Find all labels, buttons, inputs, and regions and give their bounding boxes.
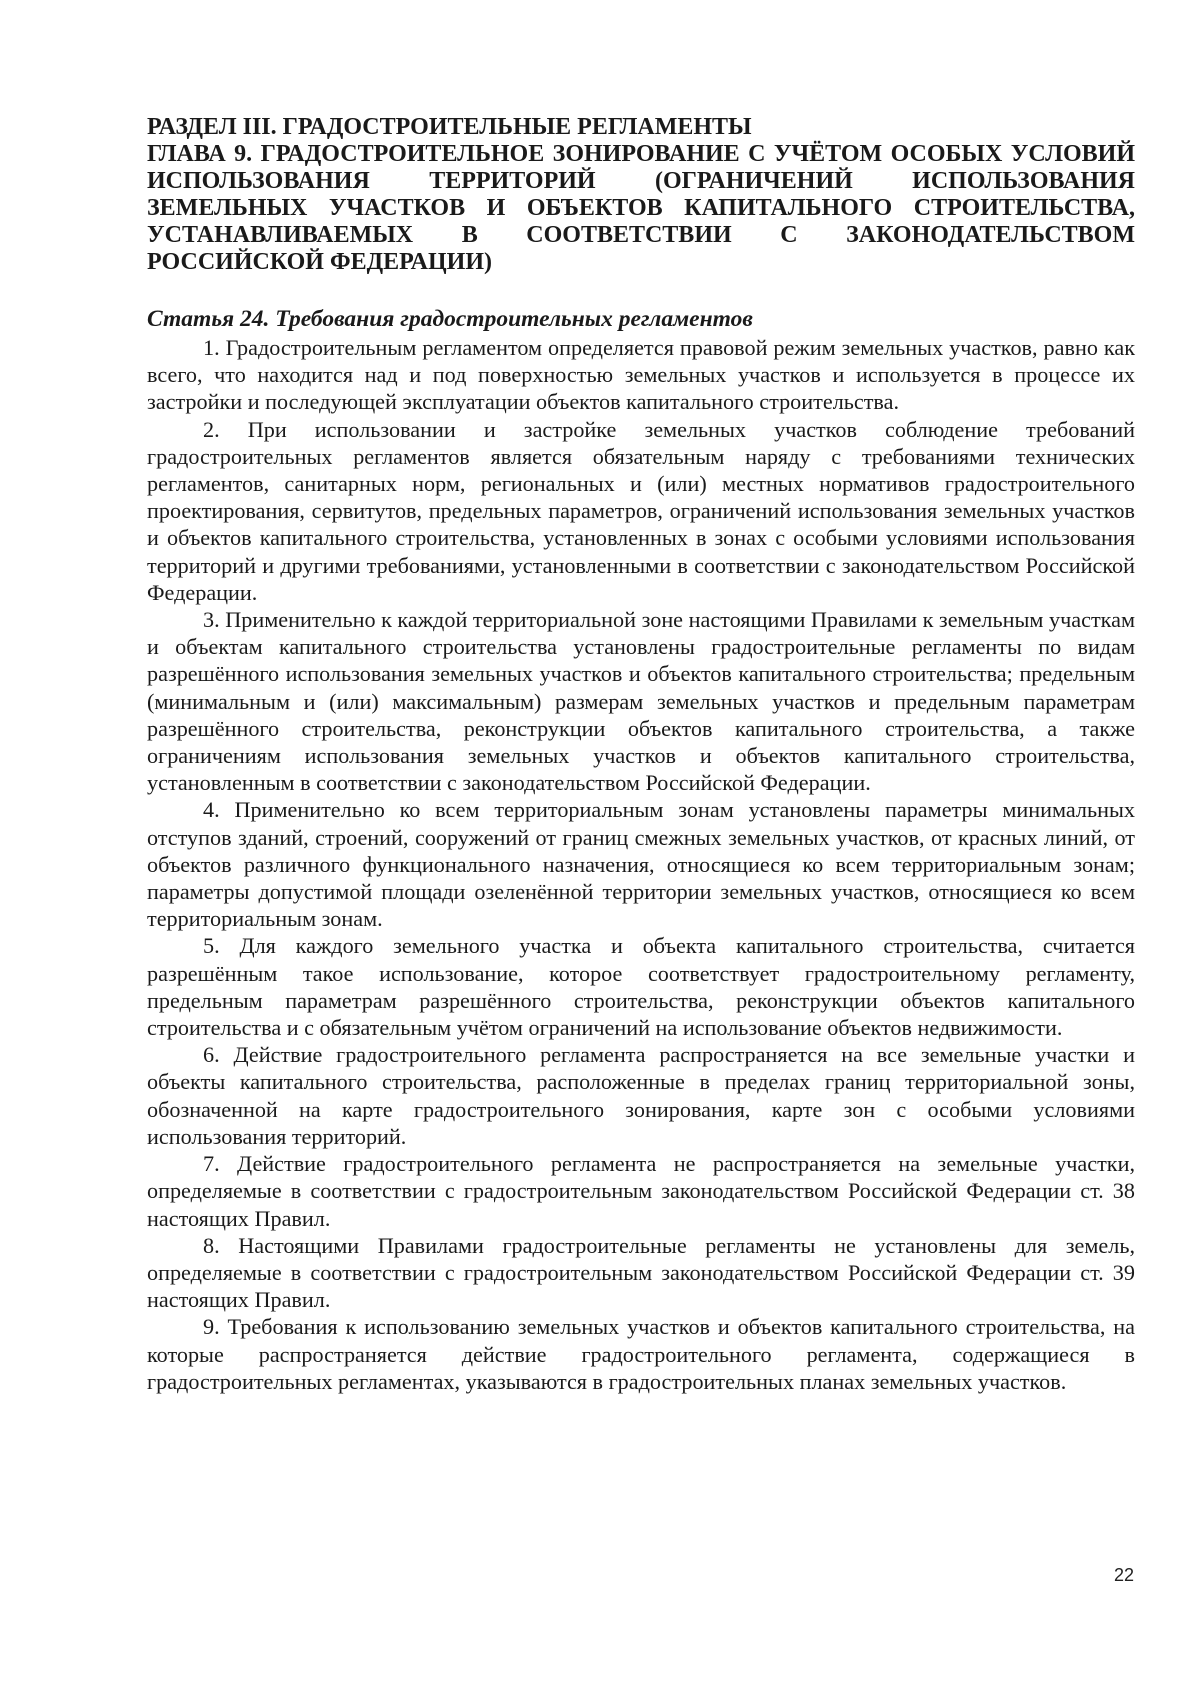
- paragraph-8: 8. Настоящими Правилами градостроительные регламенты не установлены для земель, определяемые в соответствии с градостроительным законодательством Российской Федерации ст. 39 настоящих Правил.: [147, 1232, 1135, 1313]
- paragraph-4: 4. Применительно ко всем территориальным зонам установлены параметры минимальных отступов зданий, строений, сооружений от границ смежных земельных участков, от красных линий, от объектов различного функционального назначения, относящиеся ко всем территориальным зонам; параметры допустимой площади озеленённой территории земельных участков, относящиеся ко всем территориальным зонам.: [147, 797, 1135, 932]
- paragraph-1: 1. Градостроительным регламентом определяется правовой режим земельных участков, равно как всего, что находится над и под поверхностью земельных участков и используется в процессе их застройки и последующей эксплуатации объектов капитального строительства.: [147, 335, 1135, 415]
- article-title: Статья 24. Требования градостроительных регламентов: [147, 306, 753, 332]
- paragraph-3: 3. Применительно к каждой территориальной зоне настоящими Правилами к земельным участкам и объектам капитального строительства установлены градостроительные регламенты по видам разрешённого использования земельных участков и объектов капитального строительства; предельным (минимальным и (или) максимальным) размерам земельных участков и предельным параметрам разрешённого строительства, реконструкции объектов капитального строительства, а также ограничениям использования земельных участков и объектов капитального строительства, установленным в соответствии с законодательством Российской Федерации.: [147, 607, 1135, 796]
- paragraph-7: 7. Действие градостроительного регламента не распространяется на земельные участки, определяемые в соответствии с градостроительным законодательством Российской Федерации ст. 38 настоящих Правил.: [147, 1151, 1135, 1231]
- paragraph-2: 2. При использовании и застройке земельных участков соблюдение требований градостроительных регламентов является обязательным наряду с требованиями технических регламентов, санитарных норм, региональных и (или) местных нормативов градостроительного проектирования, сервитутов, предельных параметров, ограничений использования земельных участков и объектов капитального строительства, установленных в зонах с особыми условиями использования территорий и другими требованиями, установленными в соответствии с законодательством Российской Федерации.: [147, 416, 1135, 605]
- page-number: 22: [1113, 1565, 1134, 1585]
- paragraph-9: 9. Требования к использованию земельных участков и объектов капитального строительства, на которые распространяется действие градостроительного регламента, содержащиеся в градостроительных регламентах, указываются в градостроительных планах земельных участков.: [147, 1314, 1135, 1394]
- section-heading: РАЗДЕЛ III. ГРАДОСТРОИТЕЛЬНЫЕ РЕГЛАМЕНТЫ: [147, 114, 752, 140]
- document-page: [147, 114, 1135, 1395]
- paragraph-5: 5. Для каждого земельного участка и объекта капитального строительства, считается разрешённым такое использование, которое соответствует градостроительному регламенту, предельным параметрам разрешённого строительства, реконструкции объектов капитального строительства и с обязательным учётом ограничений на использование объектов недвижимости.: [147, 933, 1135, 1041]
- chapter-heading: ГЛАВА 9. ГРАДОСТРОИТЕЛЬНОЕ ЗОНИРОВАНИЕ С УЧЁТОМ ОСОБЫХ УСЛОВИЙ ИСПОЛЬЗОВАНИЯ ТЕРРИТОРИЙ (ОГРАНИЧЕНИЙ ИСПОЛЬЗОВАНИЯ ЗЕМЕЛЬНЫХ УЧАСТКОВ И ОБЪЕКТОВ КАПИТАЛЬНОГО СТРОИТЕЛЬСТВА, УСТАНАВЛИВАЕМЫХ В СООТВЕТСТВИИ С ЗАКОНОДАТЕЛЬСТВОМ РОССИЙСКОЙ ФЕДЕРАЦИИ): [147, 141, 1135, 275]
- paragraph-6: 6. Действие градостроительного регламента распространяется на все земельные участки и объекты капитального строительства, расположенные в пределах границ территориальной зоны, обозначенной на карте градостроительного зонирования, карте зон с особыми условиями использования территорий.: [147, 1042, 1135, 1149]
